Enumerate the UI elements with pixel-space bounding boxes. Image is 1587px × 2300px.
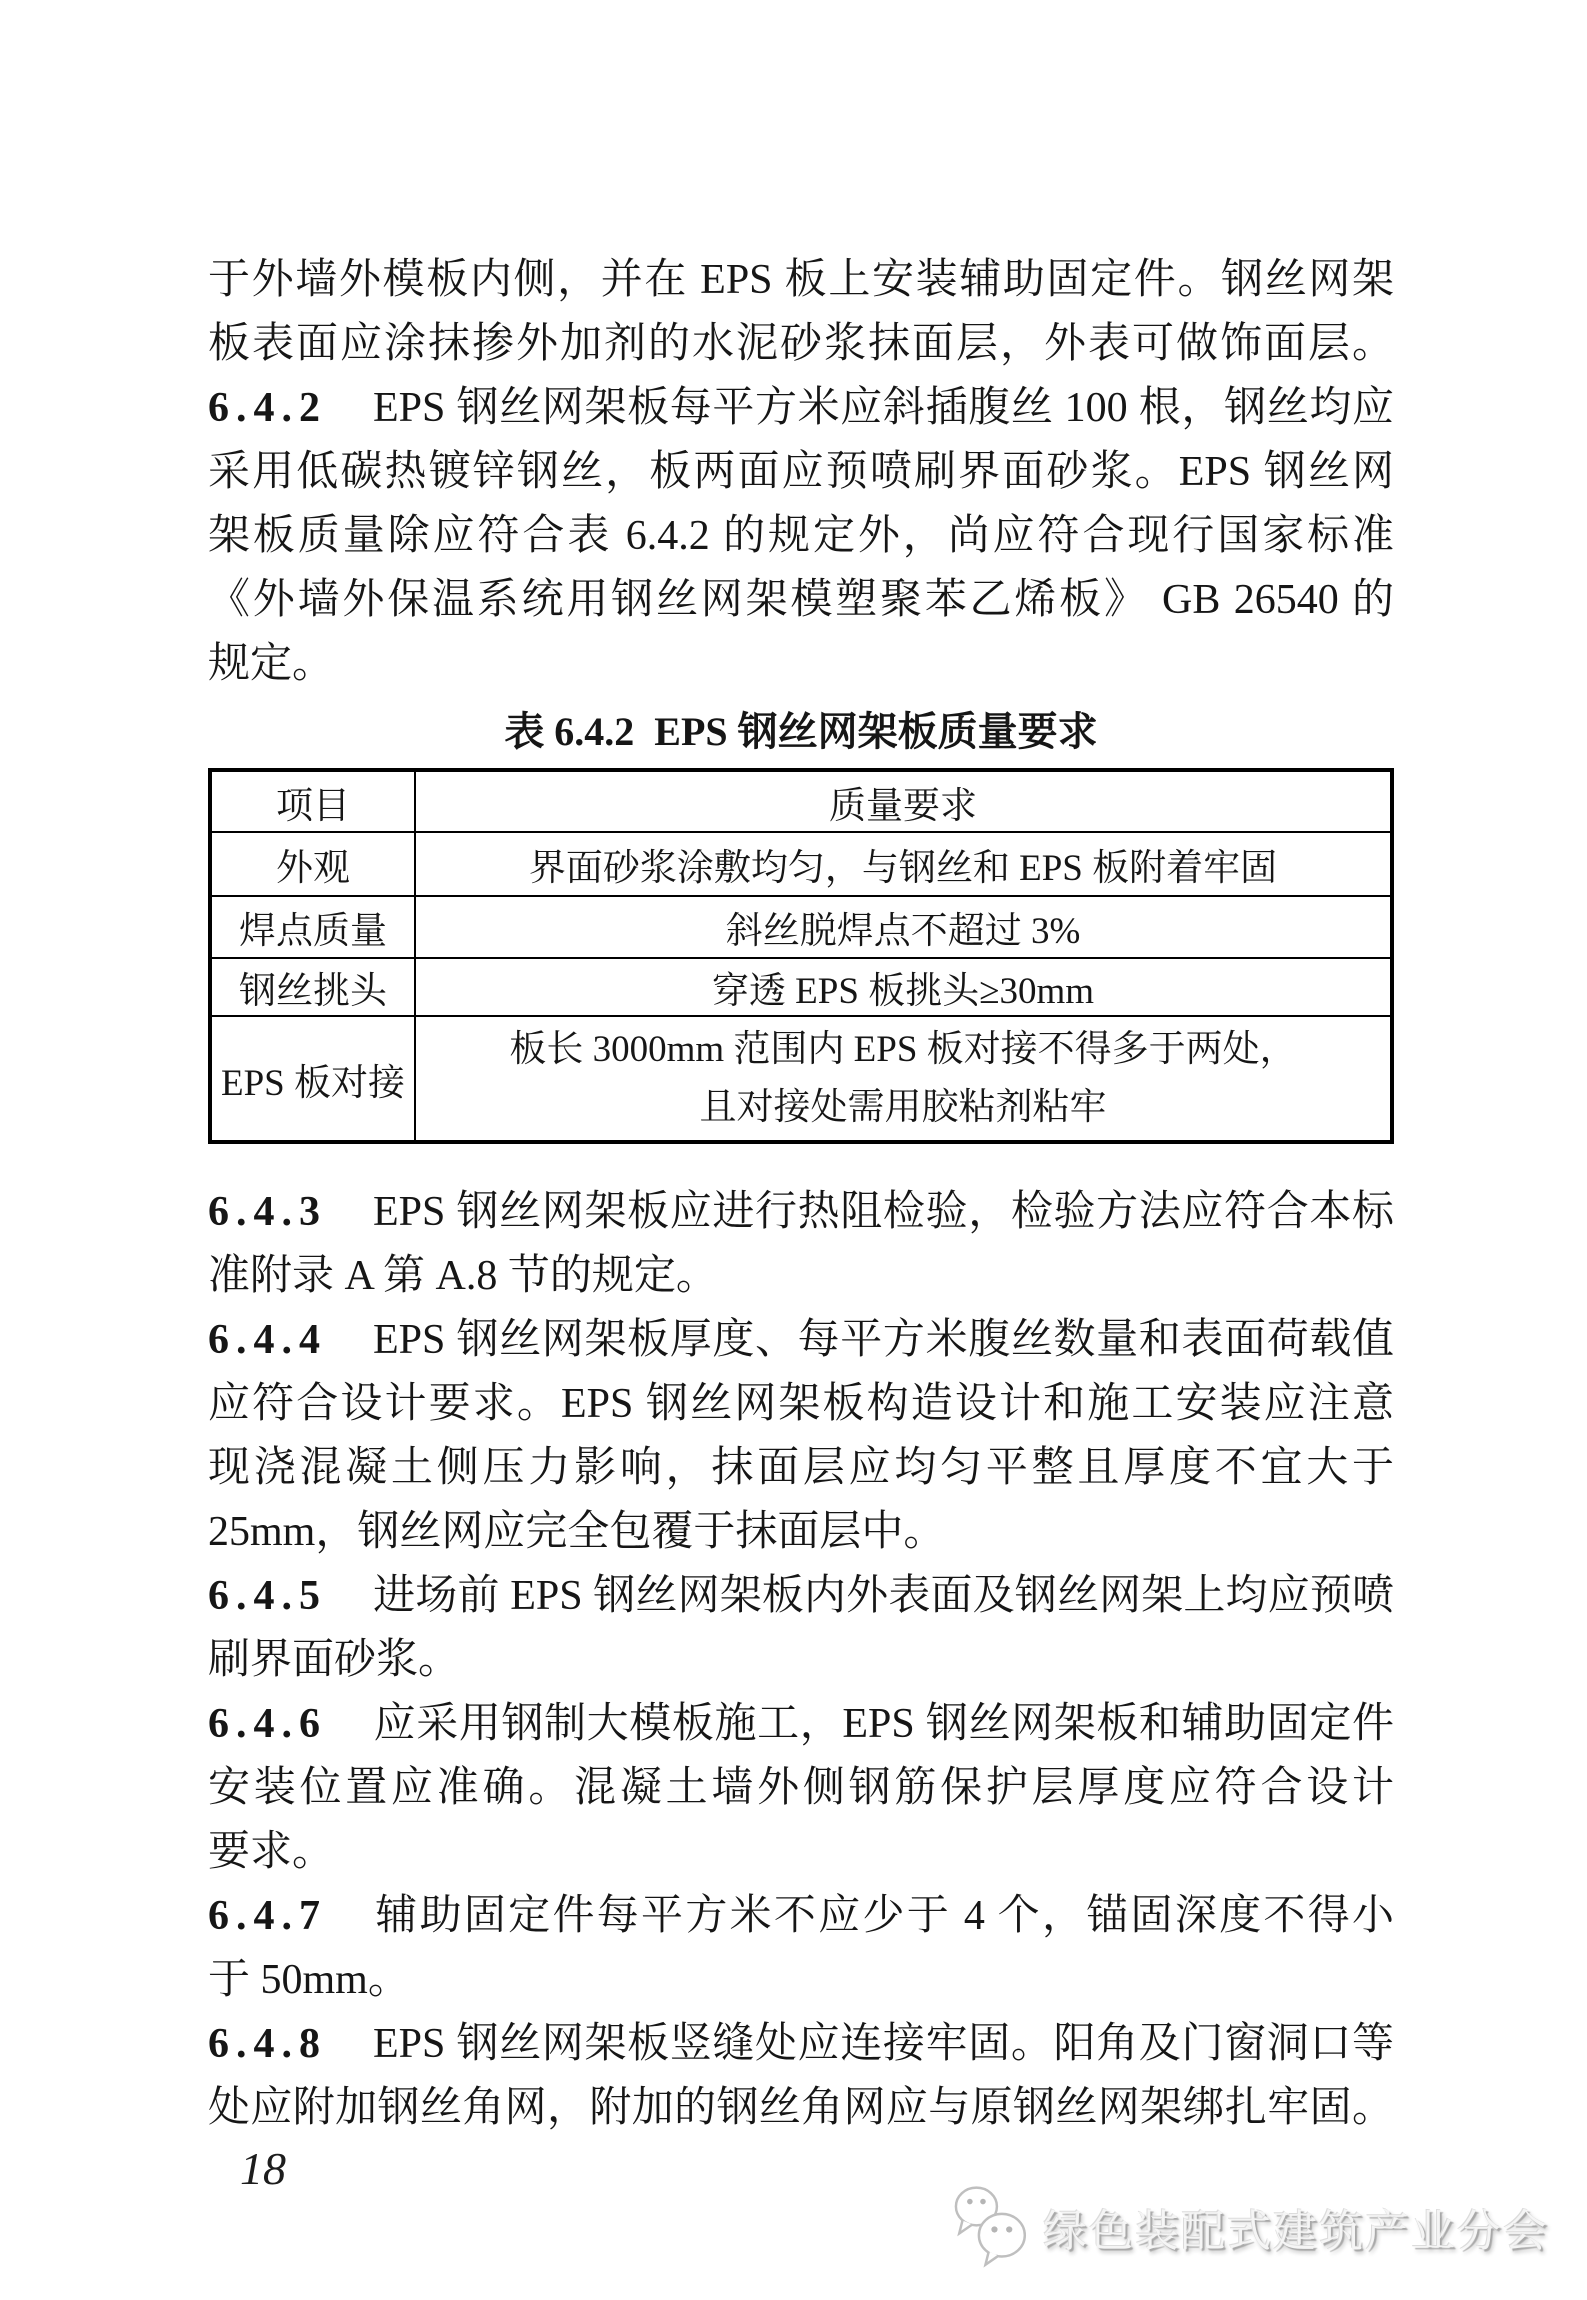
- section-number: 6.4.6: [208, 1701, 327, 1747]
- table-cell-requirement: 界面砂浆涂敷均匀，与钢丝和 EPS 板附着牢固: [415, 832, 1392, 896]
- sections-after-table: [208, 1180, 1394, 2140]
- section-text: EPS 钢丝网架板应进行热阻检验，检验方法应符合本标: [373, 1189, 1394, 1235]
- requirement-line: 板长 3000mm 范围内 EPS 板对接不得多于两处，: [509, 1028, 1297, 1070]
- table-cell-item: EPS 板对接: [210, 1016, 415, 1142]
- body-line: [208, 1180, 1394, 1244]
- body-line: [208, 1308, 1394, 1372]
- section-text: 辅助固定件每平方米不应少于 4 个，锚固深度不得小: [373, 1893, 1394, 1939]
- body-line: 架板质量除应符合表 6.4.2 的规定外，尚应符合现行国家标准: [208, 513, 1394, 559]
- table-row: [210, 1016, 1392, 1142]
- section-text: EPS 钢丝网架板竖缝处应连接牢固。阳角及门窗洞口等: [373, 2021, 1394, 2067]
- section-number: 6.4.7: [208, 1893, 327, 1939]
- table-cell-item: 钢丝挑头: [210, 958, 415, 1016]
- section-number: 6.4.5: [208, 1573, 327, 1619]
- requirement-line: 且对接处需用胶粘剂粘牢: [699, 1086, 1107, 1128]
- table-header-item: 项目: [210, 770, 415, 832]
- body-line: 准附录 A 第 A.8 节的规定。: [208, 1253, 718, 1299]
- body-line: 于外墙外模板内侧，并在 EPS 板上安装辅助固定件。钢丝网架: [208, 257, 1394, 303]
- watermark: [951, 2184, 1549, 2270]
- table-row: [210, 832, 1392, 896]
- body-line: 于 50mm。: [208, 1957, 410, 2003]
- body-line: 应符合设计要求。EPS 钢丝网架板构造设计和施工安装应注意: [208, 1381, 1394, 1427]
- body-line: 《外墙外保温系统用钢丝网架模塑聚苯乙烯板》 GB 26540 的: [208, 577, 1394, 623]
- paragraph-continuation: [208, 248, 1394, 376]
- table-title: 表 6.4.2 EPS 钢丝网架板质量要求: [504, 709, 1098, 754]
- section-number: 6.4.8: [208, 2021, 327, 2067]
- wechat-icon: [951, 2184, 1033, 2270]
- body-line: [208, 1692, 1394, 1756]
- body-line: 规定。: [208, 641, 335, 687]
- table-cell-item: 外观: [210, 832, 415, 896]
- watermark-text: 绿色装配式建筑产业分会: [1043, 2207, 1549, 2256]
- body-line: [208, 2012, 1394, 2076]
- table-cell-requirement: 斜丝脱焊点不超过 3%: [415, 896, 1392, 958]
- section-number: 6.4.2: [208, 385, 327, 431]
- body-line: [208, 376, 1394, 440]
- body-line: 要求。: [208, 1829, 335, 1875]
- table-cell-requirement: [415, 1016, 1392, 1142]
- section-6-4-2: [208, 376, 1394, 696]
- table-cell-requirement: 穿透 EPS 板挑头≥30mm: [415, 958, 1392, 1016]
- table-header-row: [210, 770, 1392, 832]
- table-row: [210, 896, 1392, 958]
- section-text: EPS 钢丝网架板厚度、每平方米腹丝数量和表面荷载值: [373, 1317, 1394, 1363]
- document-content: [208, 248, 1394, 2140]
- body-line: 处应附加钢丝角网，附加的钢丝角网应与原钢丝网架绑扎牢固。: [208, 2085, 1394, 2131]
- section-number: 6.4.4: [208, 1317, 327, 1363]
- page-number: 18: [240, 2143, 286, 2194]
- section-text: 进场前 EPS 钢丝网架板内外表面及钢丝网架上均应预喷: [373, 1573, 1394, 1619]
- body-line: [208, 1564, 1394, 1628]
- table-header-requirement: 质量要求: [415, 770, 1392, 832]
- body-line: 25mm，钢丝网应完全包覆于抹面层中。: [208, 1509, 946, 1555]
- body-line: 板表面应涂抹掺外加剂的水泥砂浆抹面层，外表可做饰面层。: [208, 321, 1394, 367]
- body-line: [208, 1884, 1394, 1948]
- table-cell-item: 焊点质量: [210, 896, 415, 958]
- body-line: 采用低碳热镀锌钢丝，板两面应预喷刷界面砂浆。EPS 钢丝网: [208, 449, 1394, 495]
- quality-requirements-table: [208, 768, 1394, 1144]
- section-number: 6.4.3: [208, 1189, 327, 1235]
- body-line: 刷界面砂浆。: [208, 1637, 461, 1683]
- table-row: [210, 958, 1392, 1016]
- section-text: 应采用钢制大模板施工，EPS 钢丝网架板和辅助固定件: [373, 1701, 1394, 1747]
- body-line: 现浇混凝土侧压力影响，抹面层应均匀平整且厚度不宜大于: [208, 1445, 1394, 1491]
- section-text: EPS 钢丝网架板每平方米应斜插腹丝 100 根，钢丝均应: [373, 385, 1394, 431]
- body-line: 安装位置应准确。混凝土墙外侧钢筋保护层厚度应符合设计: [208, 1765, 1394, 1811]
